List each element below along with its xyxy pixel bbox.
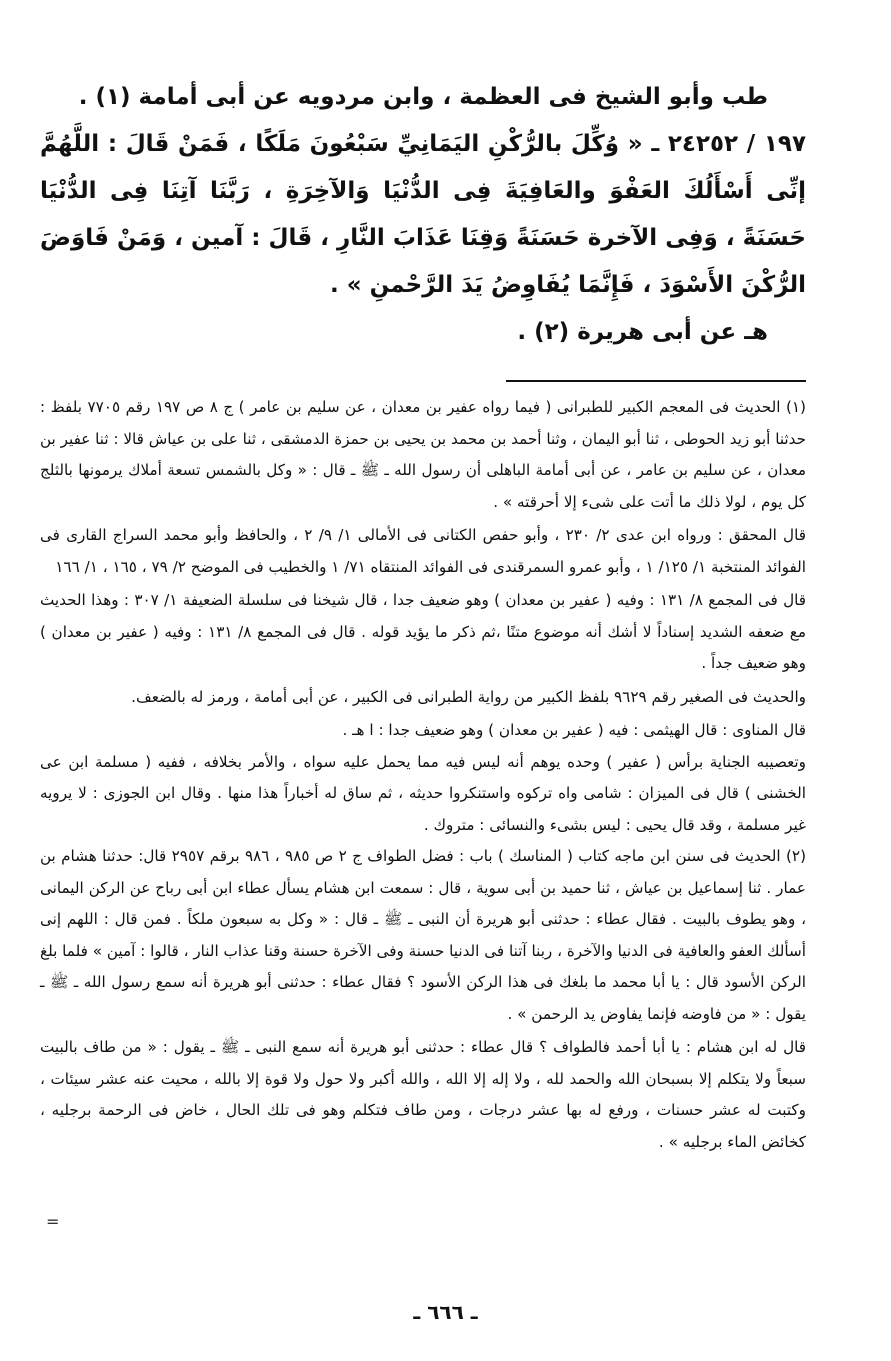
footnote-2-paragraph-2: قال له ابن هشام : يا أبا أحمد فالطواف ؟ قال عطاء : حدثنى أبو هريرة أنه سمع النبى ـ ﷺ ـ يقول : « من طاف بالبيت سبعاً ولا يتكلم إلا بسبحان الله والحمد لله ، ولا إله إلا الله ، والله أكبر ولا حول ولا قوة إلا بالله ، محيت عنه عشر سيئات ، وكتبت له عشر حسنات ، ورفع له بها عشر درجات ، ومن طاف فتكلم وهو فى تلك الحال ، خاض فى الرحمة برجليه ، كخائض الماء برجليه » . (40, 1038, 806, 1151)
hadith-source: هـ عن أبى هريرة (٢) . (517, 319, 768, 345)
footnote-1-paragraph-2: قال المحقق : ورواه ابن عدى ٢/ ٢٣٠ ، وأبو حفص الكتانى فى الأمالى ١/ ٩/ ٢ ، والحافظ وأبو محمد السراج القارى فى الفوائد المنتخبة ١/ ١٢٥/ ١ ، وأبو عمرو السمرقندى فى الفوائد المنتقاه ٧١/ ١ والخطيب فى الموضح ٢/ ٧٩ ، ١٦٥ ، ١/ ١٦٦ (40, 526, 806, 576)
footnote-divider (506, 380, 806, 382)
page-number: ـ ٦٦٦ ـ (413, 1300, 478, 1324)
footnote-1-paragraph-3: قال فى المجمع ٨/ ١٣١ : وفيه ( عفير بن معدان ) وهو ضعيف جدا ، قال شيخنا فى سلسلة الضعيفة ١/ ٣٠٧ : وهذا الحديث مع ضعفه الشديد إسناداً لا أشك أنه موضوع متنًا ،ثم ذكر ما يؤيد قوله . قال فى المجمع ٨/ ١٣١ : وفيه ( عفير بن معدان ) وهو ضعيف جداً . (40, 591, 806, 672)
footnote-2-paragraph-1: (٢) الحديث فى سنن ابن ماجه كتاب ( المناسك ) باب : فضل الطواف ج ٢ ص ٩٨٥ ، ٩٨٦ برقم ٢٩٥٧ قال: حدثنا هشام بن عمار . ثنا إسماعيل بن عياش ، ثنا حميد بن أبى سوية ، قال : سمعت ابن هشام يسأل عطاء ابن أبى رباح عن الركن اليمانى ، وهو يطوف بالبيت . فقال عطاء : حدثنى أبو هريرة أن النبى ـ ﷺ ـ قال : « وكل به سبعون ملكاً . فمن قال : اللهم إنى أسألك العفو والعافية فى الدنيا والآخرة ، ربنا آتنا فى الدنيا حسنة وفى الآخرة حسنة وقنا عذاب النار ، قالوا : آمين » فلما بلغ الركن الأسود قال : يا أبا محمد ما بلغك فى هذا الركن الأسود ؟ فقال عطاء : حدثنى أبو هريرة أنه سمع رسول الله ـ ﷺ ـ يقول : « من فاوضه فإنما يفاوض يد الرحمن » . (40, 847, 807, 1023)
footnote-1-paragraph-5: قال المناوى : قال الهيثمى : فيه ( عفير بن معدان ) وهو ضعيف جدا : ا هـ . (342, 721, 806, 739)
hadith-text: ١٩٧ / ٢٤٢٥٢ ـ « وُكِّلَ بالرُّكْنِ اليَمَانِيِّ سَبْعُونَ مَلَكًا ، فَمَنْ قَالَ : اللَّهُمَّ إنِّى أَسْأَلُكَ العَفْوَ والعَافِيَةَ فِى الدُّنْيَا وَالآخِرَةِ ، رَبَّنَا آتِنَا فِى الدُّنْيَا حَسَنَةً ، وَفِى الآخرة حَسَنَةً وَقِنَا عَذَابَ النَّارِ ، قَالَ : آمين ، وَمَنْ فَاوَضَ الرُّكْنَ الأَسْوَدَ ، فَإِنَّمَا يُفَاوِضُ يَدَ الرَّحْمنِ » . (40, 131, 806, 298)
continuation-mark: = (46, 1212, 60, 1231)
footnotes (40, 392, 806, 1158)
main-text (40, 74, 806, 356)
footnote-1-paragraph-4: والحديث فى الصغير رقم ٩٦٢٩ بلفظ الكبير من رواية الطبرانى فى الكبير ، عن أبى أمامة ، ورمز له بالضعف. (131, 687, 806, 706)
page-body (40, 74, 806, 1361)
footnote-1-paragraph-6: وتعصيبه الجناية برأس ( عفير ) وحده يوهم أنه ليس فيه مما يحمل عليه سواه ، والأمر بخلافه ، ففيه ( مسلمة ابن عى الخشنى ) قال فى الميزان : شامى واه تركوه واستنكروا حديثه ، ثم ساق له أخباراً هذا منها . وقال ابن الجوزى : لا يرويه غير مسلمة ، وقد قال يحيى : ليس بشىء والنسائى : متروك . (40, 752, 806, 834)
main-line-reference: طب وأبو الشيخ فى العظمة ، وابن مردويه عن أبى أمامة (١) . (78, 84, 768, 110)
footnote-1-paragraph-1: (١) الحديث فى المعجم الكبير للطبرانى ( فيما رواه عفير بن معدان ، عن سليم بن عامر ) ج ٨ ص ١٩٧ رقم ٧٧٠٥ بلفظ : حدثنا أبو زيد الحوطى ، ثنا أبو اليمان ، وثنا أحمد بن محمد بن يحيى بن حمزة الدمشقى ، ثنا على بن عياش قالا : ثنا عفير بن معدان ، عن سليم بن عامر ، عن أبى أمامة الباهلى أن رسول الله ـ ﷺ ـ قال : « وكل بالشمس تسعة أملاك يرمونها بالثلج كل يوم ، لولا ذلك ما أتت على شىء إلا أحرقته » . (40, 398, 806, 511)
